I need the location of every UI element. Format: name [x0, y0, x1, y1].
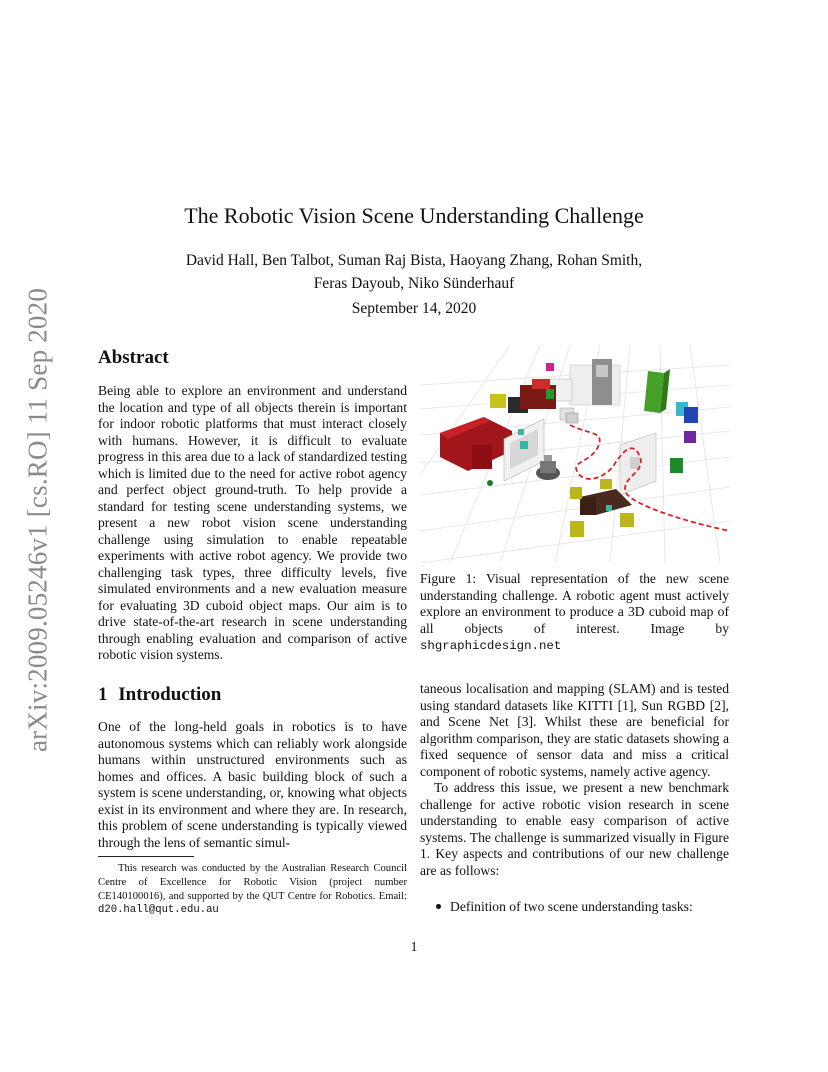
arxiv-sidebar [18, 285, 58, 755]
footnote-email: d20.hall@qut.edu.au [98, 904, 219, 917]
intro-paragraph-right-2: To address this issue, we present a new benchmark challenge for active robotic vision research in scene understanding to enable easy comparison of active systems. The challenge is summarized visually in Figure 1. Key aspects and contributions of our new challenge are as follows: [420, 780, 729, 878]
bullet-text: Definition of two scene understanding tasks: [450, 899, 693, 914]
introduction-heading [98, 684, 221, 706]
footnote-text: This research was conducted by the Australian Research Council Centre of Excellence for Robotic Vision (project number CE140100016), and supported by the QUT Centre for Robotics. Email: [98, 863, 407, 902]
arxiv-identifier: arXiv:2009.05246v1 [cs.RO] 11 Sep 2020 [22, 287, 53, 753]
paper-date: September 14, 2020 [351, 300, 477, 317]
bullet-item-1 [420, 899, 729, 916]
abstract-heading: Abstract [98, 347, 169, 368]
figure-1-illustration [420, 345, 730, 563]
page-number: 1 [410, 939, 418, 954]
paper-title: The Robotic Vision Scene Understanding Challenge [184, 203, 644, 228]
bullet-icon [436, 904, 441, 909]
footnote-divider [98, 856, 194, 857]
authors-line-2: Feras Dayoub, Niko Sünderhauf [313, 275, 515, 292]
intro-paragraph-right-1: taneous localisation and mapping (SLAM) and is tested using standard datasets like KITTI [1], Sun RGBD [2], and Scene Net [3]. Whilst these are beneficial for algorithm comparison, they are static datasets showing a fixed sequence of sensor data and miss a critical component of robotic systems, namely active agency. [420, 681, 729, 779]
section-title: Introduction [118, 684, 222, 705]
intro-column-right [420, 681, 729, 879]
author-list [0, 249, 828, 295]
caption-text: Figure 1: Visual representation of the new scene understanding challenge. A robotic agent must actively explore an environment to produce a 3D cuboid map of all objects of interest. Image by [420, 571, 729, 636]
section-number: 1 [98, 684, 108, 705]
caption-credit: shgraphicdesign.net [420, 639, 562, 653]
scene-render [420, 345, 730, 563]
intro-paragraph-left: One of the long-held goals in robotics is to have autonomous systems which can reliably work alongside humans within unstructured environments such as homes and offices. A basic building block of such a system is scene understanding, or, knowing what objects exist in its environment and where they are. In research, this problem of scene understanding is typically viewed through the lens of semantic simul- [98, 719, 407, 850]
authors-line-1: David Hall, Ben Talbot, Suman Raj Bista, Haoyang Zhang, Rohan Smith, [185, 252, 643, 269]
abstract-text: Being able to explore an environment and understand the location and type of all objects therein is important for indoor robotic platforms that must interact closely with humans. However, it is difficult to evaluate progress in this area due to a lack of standardized testing which is limited due to the need for active robot agency and perfect object ground-truth. To help provide a standard for testing scene understanding systems, we present a new robot vision scene understanding challenge using simulation to enable repeatable experiments with active robot agency. We provide two challenging task types, three difficulty levels, five simulated environments and a new evaluation measure for evaluating 3D cuboid object maps. Our aim is to drive state-of-the-art research in scene understanding through enabling evaluation and comparison of active robotic vision systems. [98, 383, 407, 662]
footnote [98, 862, 407, 918]
figure-1-caption [420, 571, 729, 655]
